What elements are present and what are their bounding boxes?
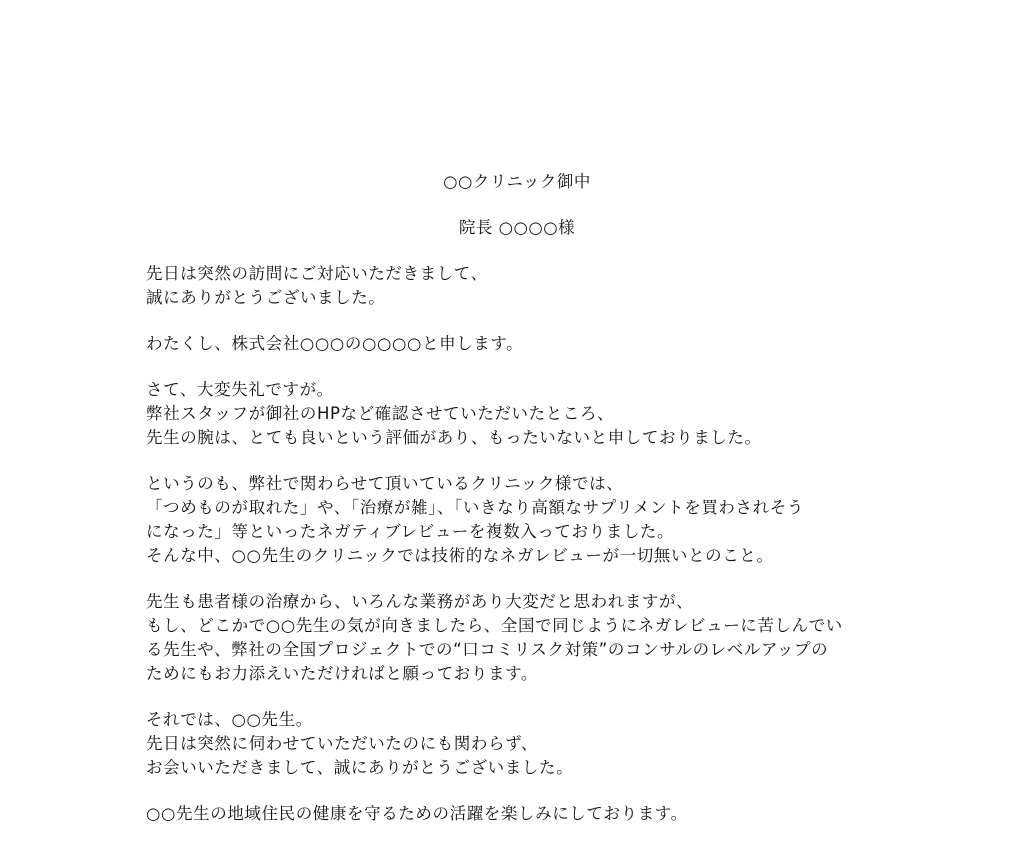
letter-line: 先日は突然に伺わせていただいたのにも関わらず、 (146, 734, 538, 753)
addressee-clinic: ○○クリニック御中 (443, 172, 591, 191)
paragraph-request (146, 590, 906, 686)
letter-line: さて、大変失礼ですが。 (146, 380, 334, 399)
paragraph-reviews (146, 472, 906, 568)
paragraph-closing (146, 802, 906, 826)
letter-line: わたくし、株式会社○○○の○○○○と申します。 (146, 334, 524, 353)
addressee-director: 院長 ○○○○様 (458, 218, 576, 237)
letter-line: る先生や、弊社の全国プロジェクトでの“口コミリスク対策”のコンサルのレベルアップの (146, 640, 829, 659)
letter-line: 「つめものが取れた」や、「治療が雑」、「いきなり高額なサプリメントを買わされそう (146, 498, 804, 517)
paragraph-evaluation (146, 378, 906, 450)
letter-line: 誠にありがとうございました。 (146, 288, 386, 307)
letter-line: お会いいただきまして、誠にありがとうございました。 (146, 758, 574, 777)
letter-line: 弊社スタッフが御社のHPなど確認させていただいたところ、 (146, 404, 615, 423)
letter-line: 先生も患者様の治療から、いろんな業務があり大変だと思われますが、 (146, 592, 694, 611)
letter-line: ためにもお力添えいただければと願っております。 (146, 664, 538, 683)
letter-line: 先日は突然の訪問にご対応いただきまして、 (146, 264, 488, 283)
paragraph-greeting (146, 262, 906, 310)
letter-line: というのも、弊社で関わらせて頂いているクリニック様では、 (146, 474, 624, 493)
paragraph-thanks (146, 708, 906, 780)
letter-line: もし、どこかで○○先生の気が向きましたら、全国で同じようにネガレビューに苦しんでい (146, 616, 843, 635)
paragraph-introduction (146, 332, 906, 356)
letter-line: そんな中、○○先生のクリニックでは技術的なネガレビューが一切無いとのこと。 (146, 546, 774, 565)
letter-line: になった」等といったネガティブレビューを複数入っておりました。 (146, 522, 675, 541)
letter-line: それでは、○○先生。 (146, 710, 313, 729)
letter-body (146, 262, 906, 848)
letter-line: 先生の腕は、とても良いという評価があり、もったいないと申しておりました。 (146, 428, 762, 447)
letter-line: ○○先生の地域住民の健康を守るための活躍を楽しみにしております。 (146, 804, 688, 823)
